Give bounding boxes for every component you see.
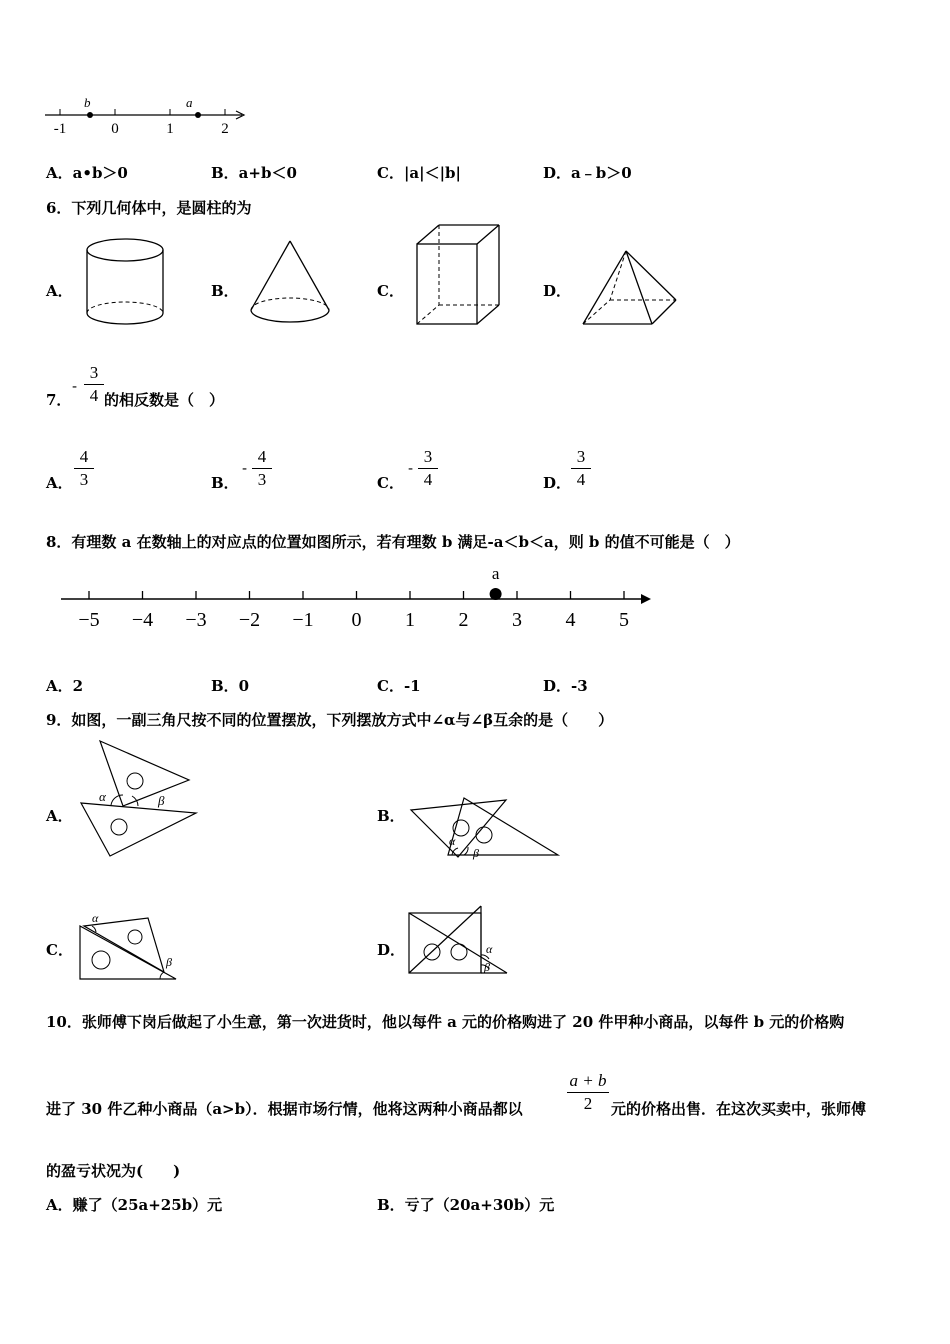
q7-option-b-den: 3 xyxy=(257,470,267,489)
cone-icon xyxy=(248,238,332,328)
q8-option-d[interactable]: D．-3 xyxy=(543,677,588,695)
q5-tick-label: 0 xyxy=(111,121,119,137)
q7-option-a-fraction xyxy=(74,447,94,490)
q7-option-b-bar xyxy=(252,468,272,469)
q9-option-d-figure xyxy=(405,903,513,977)
q8-tick-label: 1 xyxy=(405,609,415,631)
q10-option-b[interactable]: B．亏了（20a+30b）元 xyxy=(377,1196,555,1214)
q5-point-b xyxy=(87,112,93,118)
q8-tick-label: 5 xyxy=(619,609,629,631)
q10-frac-num: a + b xyxy=(569,1071,607,1090)
q7-option-d-num: 3 xyxy=(576,447,586,466)
q8-tick-label: −1 xyxy=(292,609,314,631)
q7-option-c-den: 4 xyxy=(423,470,433,489)
q8-tick-label: −4 xyxy=(131,609,154,631)
q9-stem: 9．如图，一副三角尺按不同的位置摆放，下列摆放方式中∠α与∠β互余的是（ ） xyxy=(46,711,614,729)
q7-option-a-den: 3 xyxy=(79,470,89,489)
q9-option-b-figure xyxy=(406,795,566,863)
q9-option-a-figure xyxy=(78,738,203,860)
q7-frac-bar xyxy=(84,384,104,385)
q8-option-b[interactable]: B．0 xyxy=(211,677,250,695)
q9-option-b-label[interactable]: B． xyxy=(377,807,405,825)
q9-option-c-label[interactable]: C． xyxy=(46,941,73,959)
alpha-label: α xyxy=(449,834,456,848)
q7-minus-sign: - xyxy=(72,377,78,395)
q7-option-c-fraction xyxy=(418,447,438,490)
q7-option-d-label[interactable]: D． xyxy=(543,474,572,492)
q7-frac-den: 4 xyxy=(89,386,99,405)
q7-option-d-fraction xyxy=(571,447,591,490)
q5-tick-label: 2 xyxy=(221,121,229,137)
q7-option-b-label[interactable]: B． xyxy=(211,474,239,492)
q7-option-b-fraction xyxy=(252,447,272,490)
q7-option-b-sign: - xyxy=(242,459,248,477)
beta-label: β xyxy=(166,955,172,969)
q5-option-c[interactable]: C．|a|＜|b| xyxy=(377,164,461,182)
q8-option-a[interactable]: A．2 xyxy=(46,677,84,695)
q8-option-c[interactable]: C．-1 xyxy=(377,677,421,695)
q5-point-a xyxy=(195,112,201,118)
q6-option-c-label[interactable]: C． xyxy=(377,282,404,300)
alpha-label: α xyxy=(99,789,106,804)
q10-line2-post: 元的价格出售．在这次买卖中，张师傅 xyxy=(611,1100,867,1118)
q5-option-b[interactable]: B．a+b＜0 xyxy=(211,164,297,182)
q7-option-d-bar xyxy=(571,468,591,469)
q10-fraction xyxy=(567,1071,609,1114)
pyramid-icon xyxy=(580,248,680,330)
q7-stem-tail: 的相反数是（ ） xyxy=(104,391,225,409)
q7-option-a-num: 4 xyxy=(79,447,89,466)
q7-option-c-num: 3 xyxy=(423,447,433,466)
q10-frac-den: 2 xyxy=(583,1094,593,1113)
q8-tick-label: −5 xyxy=(78,609,100,631)
q7-option-d-den: 4 xyxy=(576,470,586,489)
q10-line1: 10．张师傅下岗后做起了小生意，第一次进货时，他以每件 a 元的价格购进了 20 件甲种小商品，以每件 b 元的价格购 xyxy=(46,1013,845,1031)
alpha-label: α xyxy=(486,942,493,956)
q7-option-a-label[interactable]: A． xyxy=(46,474,73,492)
q5-tick-label: -1 xyxy=(53,121,67,137)
q6-option-d-label[interactable]: D． xyxy=(543,282,572,300)
q8-tick-label: 0 xyxy=(351,609,362,631)
q10-frac-bar xyxy=(567,1092,609,1093)
q8-tick-label: −2 xyxy=(238,609,261,631)
q5-point-a-label: a xyxy=(186,95,193,110)
q8-tick-label: −3 xyxy=(185,609,207,631)
q5-number-line xyxy=(40,95,255,140)
q8-tick-label: 4 xyxy=(565,609,576,631)
q10-line3: 的盈亏状况为( ) xyxy=(46,1162,181,1180)
q7-option-b-num: 4 xyxy=(257,447,267,466)
q7-number: 7． xyxy=(46,391,72,409)
q8-tick-label: 2 xyxy=(458,609,469,631)
q7-option-c-bar xyxy=(418,468,438,469)
alpha-label: α xyxy=(92,911,99,925)
q5-option-d[interactable]: D．a﹣b＞0 xyxy=(543,164,632,182)
beta-label: β xyxy=(473,846,479,860)
q7-option-c-sign: - xyxy=(408,459,414,477)
q5-tick-label: 1 xyxy=(166,121,174,137)
q8-point-a xyxy=(490,588,502,600)
q10-line2-pre: 进了 30 件乙种小商品（a>b）．根据市场行情，他将这两种小商品都以 xyxy=(46,1100,523,1118)
q8-stem: 8．有理数 a 在数轴上的对应点的位置如图所示，若有理数 b 满足-a＜b＜a，则 b 的值不可能是（ ） xyxy=(46,533,740,551)
q9-option-c-figure xyxy=(76,910,182,982)
q7-fraction xyxy=(84,363,104,406)
beta-label: β xyxy=(484,960,490,974)
q8-number-line xyxy=(55,562,655,637)
q8-point-a-label: a xyxy=(491,564,500,583)
cube-icon xyxy=(414,222,504,328)
q5-option-a[interactable]: A．a•b＞0 xyxy=(46,164,128,182)
q8-tick-label: 3 xyxy=(512,609,522,631)
q7-option-c-label[interactable]: C． xyxy=(377,474,404,492)
q9-option-a-label[interactable]: A． xyxy=(46,807,73,825)
q9-option-d-label[interactable]: D． xyxy=(377,941,406,959)
cylinder-icon xyxy=(84,236,166,328)
beta-label: β xyxy=(158,793,165,808)
q7-frac-num: 3 xyxy=(89,363,99,382)
q10-option-a[interactable]: A．赚了（25a+25b）元 xyxy=(46,1196,223,1214)
q7-option-a-bar xyxy=(74,468,94,469)
q6-stem: 6．下列几何体中，是圆柱的为 xyxy=(46,199,252,217)
q5-point-b-label: b xyxy=(84,95,91,110)
q6-option-a-label[interactable]: A． xyxy=(46,282,73,300)
q6-option-b-label[interactable]: B． xyxy=(211,282,239,300)
